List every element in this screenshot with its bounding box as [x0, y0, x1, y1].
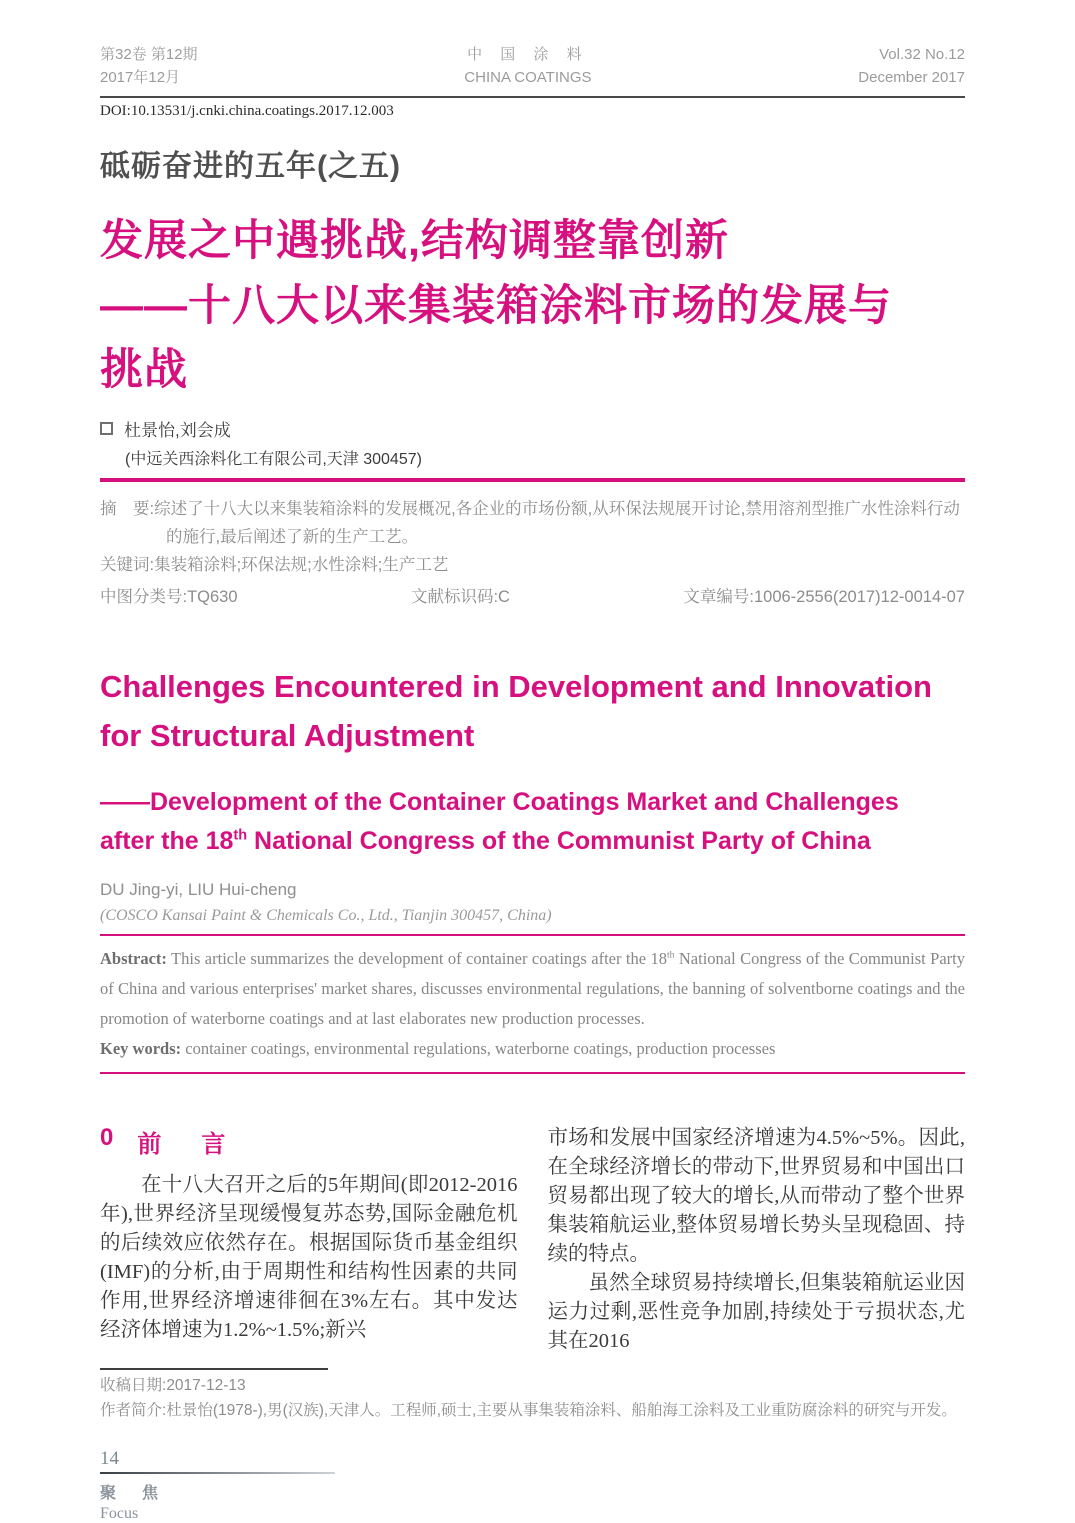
article-title-cn-line2: ——十八大以来集装箱涂料市场的发展与 [100, 281, 892, 330]
abstract-en-part2: National Congress of the Communist Party of China and various enterprises' market shares, discusses environmental regulations, the banning of solventborne coatings and the promotion of waterborne coatings and at last elaborates new production processes. [100, 949, 965, 1028]
volume-issue-en: Vol.32 No.12 [879, 46, 965, 63]
magenta-rule-thick [100, 478, 965, 482]
issue-date-cn: 2017年12月 [100, 68, 181, 86]
journal-name-cn: 中 国 涂 料 [467, 46, 589, 63]
doi-text: DOI:10.13531/j.cnki.china.coatings.2017.12.003 [100, 103, 394, 119]
keywords-en-text: container coatings, environmental regulations, waterborne coatings, production processes [181, 1038, 776, 1058]
section-number: 0 [100, 1124, 114, 1152]
body-paragraph-left: 在十八大召开之后的5年期间(即2012-2016年),世界经济呈现缓慢复苏态势,国际金融危机的后续效应依然存在。根据国际货币基金组织(IMF)的分析,由于周期性和结构性因素的共同作用,世界经济增速徘徊在3%左右。其中发达经济体增速为1.2%~1.5%;新兴 [100, 1174, 518, 1342]
article-id-label: 文章编号: [683, 587, 754, 606]
article-subtitle-en-part2: National Congress of the Communist Party of China [247, 826, 871, 855]
section-title: 前 言 [137, 1131, 234, 1159]
received-date-value: 2017-12-13 [166, 1377, 246, 1395]
body-paragraph-right-2: 虽然全球贸易持续增长,但集装箱航运业因运力过剩,恶性竞争加剧,持续处于亏损状态,尤其在2016 [547, 1272, 965, 1353]
abstract-en-superscript: th [667, 949, 675, 961]
article-subtitle-en [100, 783, 930, 861]
abstract-block-cn [100, 495, 965, 612]
article-id [683, 583, 965, 611]
page-footer [100, 1448, 965, 1523]
header-left [100, 44, 198, 89]
series-title: 砥砺奋进的五年(之五) [100, 150, 401, 183]
journal-header [100, 44, 965, 89]
article-subtitle-en-part1: ——Development of the Container Coatings Market and Challenges after the 18 [100, 787, 899, 855]
page-number-rule [100, 1472, 335, 1474]
abstract-en [100, 944, 965, 1033]
abstract-cn-text: 综述了十八大以来集装箱涂料的发展概况,各企业的市场份额,从环保法规展开讨论,禁用溶剂型推广水性涂料行动的施行,最后阐述了新的生产工艺。 [154, 499, 960, 546]
byline-cn [100, 416, 965, 441]
article-title-cn-line1: 发展之中遇挑战,结构调整靠创新 [100, 217, 729, 265]
clc-number [100, 583, 238, 611]
volume-issue-cn: 第32卷 第12期 [100, 46, 198, 63]
magenta-rule-thin-top [100, 934, 965, 936]
clc-value: TQ630 [187, 587, 238, 606]
footnote-divider-rule [100, 1368, 328, 1370]
header-divider-rule [100, 96, 965, 98]
body-column-right [548, 1124, 966, 1356]
abstract-en-part1: This article summarizes the development of container coatings after the 18 [166, 949, 668, 969]
affiliation-cn: (中远关西涂料化工有限公司,天津 300457) [125, 450, 422, 468]
footnote-block [100, 1374, 965, 1424]
keywords-cn-label: 关键词: [100, 556, 155, 575]
page-number: 14 [100, 1447, 119, 1469]
author-bio-text: 杜景怡(1978-),男(汉族),天津人。工程师,硕士,主要从事集装箱涂料、船舶海工涂料及工业重防腐涂料的研究与开发。 [166, 1401, 957, 1419]
body-column-left [100, 1124, 518, 1356]
received-date-label: 收稿日期: [100, 1377, 167, 1395]
author-bio-line [100, 1399, 965, 1424]
affiliation-en: (COSCO Kansai Paint & Chemicals Co., Ltd., Tianjin 300457, China) [100, 907, 552, 925]
issue-date-en: December 2017 [858, 68, 965, 86]
article-body-columns [100, 1124, 965, 1356]
classification-row [100, 583, 965, 611]
column-name-cn: 聚 焦 [100, 1484, 164, 1502]
keywords-cn-text: 集装箱涂料;环保法规;水性涂料;生产工艺 [154, 556, 449, 575]
column-name-en: Focus [100, 1504, 139, 1522]
article-id-value: 1006-2556(2017)12-0014-07 [753, 587, 965, 606]
article-title-cn-line3: 挑战 [100, 346, 188, 394]
keywords-cn [100, 551, 965, 579]
authors-en: DU Jing-yi, LIU Hui-cheng [100, 880, 297, 900]
author-marker-square-icon [100, 422, 113, 435]
keywords-en-label: Key words: [100, 1038, 182, 1058]
received-date-line [100, 1374, 965, 1399]
abstract-cn-label: 摘 要: [100, 499, 155, 518]
magenta-rule-thin-bottom [100, 1072, 965, 1074]
abstract-cn [100, 495, 965, 552]
authors-cn: 杜景怡,刘会成 [124, 420, 231, 440]
author-bio-label: 作者简介: [100, 1401, 167, 1419]
section-heading-intro [100, 1124, 518, 1159]
journal-name-en: CHINA COATINGS [464, 68, 592, 86]
document-code-label: 文献标识码: [410, 587, 499, 606]
abstract-block-en [100, 944, 965, 1063]
article-title-cn [100, 209, 965, 403]
header-right [858, 44, 965, 89]
article-subtitle-en-superscript: th [233, 827, 248, 844]
document-code-value: C [498, 587, 510, 606]
header-center [464, 44, 591, 89]
document-code [411, 583, 510, 611]
keywords-en [100, 1034, 965, 1064]
body-paragraph-right-1: 市场和发展中国家经济增速为4.5%~5%。因此,在全球经济增长的带动下,世界贸易和中国出口贸易都出现了较大的增长,从而带动了整个世界集装箱航运业,整体贸易增长势头呈现稳固、持续的特点。 [547, 1127, 965, 1266]
abstract-en-label: Abstract: [100, 949, 167, 969]
clc-label: 中图分类号: [100, 587, 188, 606]
article-title-en: Challenges Encountered in Development and Innovation for Structural Adjustment [100, 669, 932, 753]
